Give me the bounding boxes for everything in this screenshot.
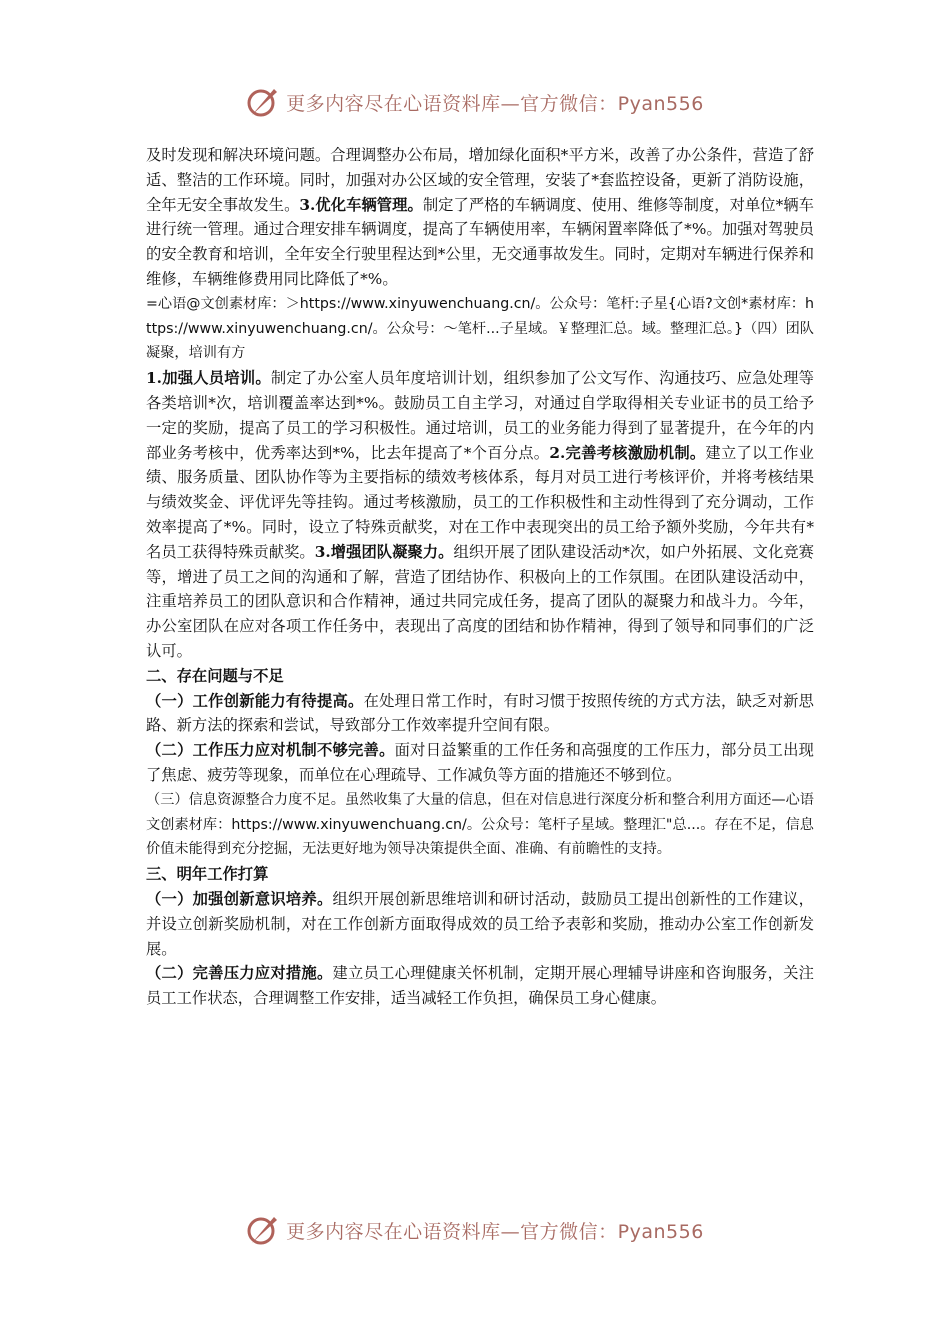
text-run: 面对日益繁重的工作任务和高强度的工作压力，部分员工出现了焦虑、疲劳等现象，而单位在心理疏导、工作减负等方面的措施还不够到位。: [146, 741, 814, 784]
text-run: 组织开展创新思维培训和研讨活动，鼓励员工提出创新性的工作建议，并设立创新奖励机制，对在工作创新方面取得成效的员工给予表彰和奖励，推动办公室工作创新发展。: [146, 889, 814, 958]
bold-text-run: （二）完善压力应对措施。: [146, 964, 333, 983]
paragraph: [146, 887, 814, 961]
banner-text: 更多内容尽在心语资料库—官方微信：Pyan556: [286, 92, 704, 115]
quill-logo-icon: [246, 85, 280, 119]
paragraph: [146, 143, 814, 292]
bold-text-run: 2.完善考核激励机制。: [549, 443, 706, 462]
bold-text-run: （一）加强创新意识培养。: [146, 889, 333, 908]
text-run: =心语@文创素材库：＞https://www.xinyuwenchuang.cn/。公众号：笔杆:子星{心语?文创*素材库：https://www.xinyuwenchuang.cn/。公众号：～笔杆...子星域。￥整理汇总。域。整理汇总。}（四）团队凝聚，培训有方: [146, 295, 814, 362]
banner-text: 更多内容尽在心语资料库—官方微信：Pyan556: [286, 1220, 704, 1243]
bold-text-run: 二、存在问题与不足: [146, 666, 284, 685]
text-run: （三）信息资源整合力度不足。虽然收集了大量的信息，但在对信息进行深度分析和整合利用方面还—心语文创素材库：https://www.xinyuwenchuang.cn/。公众号：笔杆子星域。整理汇"总...。存在不足，信息价值未能得到充分挖掘，无法更好地为领导决策提供全面、准确、有前瞻性的支持。: [146, 791, 814, 858]
bold-text-run: 1.加强人员培训。: [146, 369, 271, 388]
text-run: 组织开展了团队建设活动*次，如户外拓展、文化竞赛等，增进了员工之间的沟通和了解，营造了团结协作、积极向上的工作氛围。在团队建设活动中，注重培养员工的团队意识和合作精神，通过共同完成任务，提高了团队的凝聚力和战斗力。今年，办公室团队在应对各项工作任务中，表现出了高度的团结和协作精神，得到了领导和同事们的广泛认可。: [146, 542, 814, 660]
document-body: [146, 143, 814, 1011]
paragraph: [146, 689, 814, 739]
header-watermark-banner: [0, 82, 950, 122]
quill-logo-icon: [246, 1213, 280, 1247]
text-run: 及时发现和解决环境问题。合理调整办公布局，增加绿化面积*平方米，改善了办公条件，营造了舒适、整洁的工作环境。同时，加强对办公区域的安全管理，安装了*套监控设备，更新了消防设施，全年无安全事故发生。: [146, 146, 814, 214]
text-run: 制定了办公室人员年度培训计划，组织参加了公文写作、沟通技巧、应急处理等各类培训*次，培训覆盖率达到*%。鼓励员工自主学习，对通过自学取得相关专业证书的员工给予一定的奖励，提高了员工的学习积极性。通过培训，员工的业务能力得到了显著提升，在今年的内部业务考核中，优秀率达到*%，比去年提高了*个百分点。: [146, 369, 814, 462]
footer-watermark-banner: [0, 1210, 950, 1250]
bold-text-run: （二）工作压力应对机制不够完善。: [146, 741, 395, 760]
text-run: 制定了严格的车辆调度、使用、维修等制度，对单位*辆车进行统一管理。通过合理安排车辆调度，提高了车辆使用率，车辆闲置率降低了*%。加强对驾驶员的安全教育和培训，全年安全行驶里程达到*公里，无交通事故发生。同时，定期对车辆进行保养和维修，车辆维修费用同比降低了*%。: [146, 195, 814, 288]
paragraph: [146, 961, 814, 1011]
text-run: 在处理日常工作时，有时习惯于按照传统的方式方法，缺乏对新思路、新方法的探索和尝试，导致部分工作效率提升空间有限。: [146, 691, 814, 735]
watermark-paragraph: [146, 292, 814, 366]
bold-text-run: 三、明年工作打算: [146, 865, 269, 884]
bold-text-run: 3.优化车辆管理。: [299, 195, 423, 214]
paragraph: [146, 366, 814, 664]
section-heading: [146, 862, 814, 887]
text-run: 建立员工心理健康关怀机制，定期开展心理辅导讲座和咨询服务，关注员工工作状态，合理调整工作安排，适当减轻工作负担，确保员工身心健康。: [146, 964, 814, 1008]
paragraph: [146, 738, 814, 788]
watermark-paragraph: [146, 788, 814, 862]
bold-text-run: （一）工作创新能力有待提高。: [146, 691, 364, 710]
text-run: 建立了以工作业绩、服务质量、团队协作等为主要指标的绩效考核体系，每月对员工进行考核评价，并将考核结果与绩效奖金、评优评先等挂钩。通过考核激励，员工的工作积极性和主动性得到了充分调动，工作效率提高了*%。同时，设立了特殊贡献奖，对在工作中表现突出的员工给予额外奖励，今年共有*名员工获得特殊贡献奖。: [146, 443, 814, 561]
section-heading: [146, 664, 814, 689]
bold-text-run: 3.增强团队凝聚力。: [314, 542, 454, 561]
